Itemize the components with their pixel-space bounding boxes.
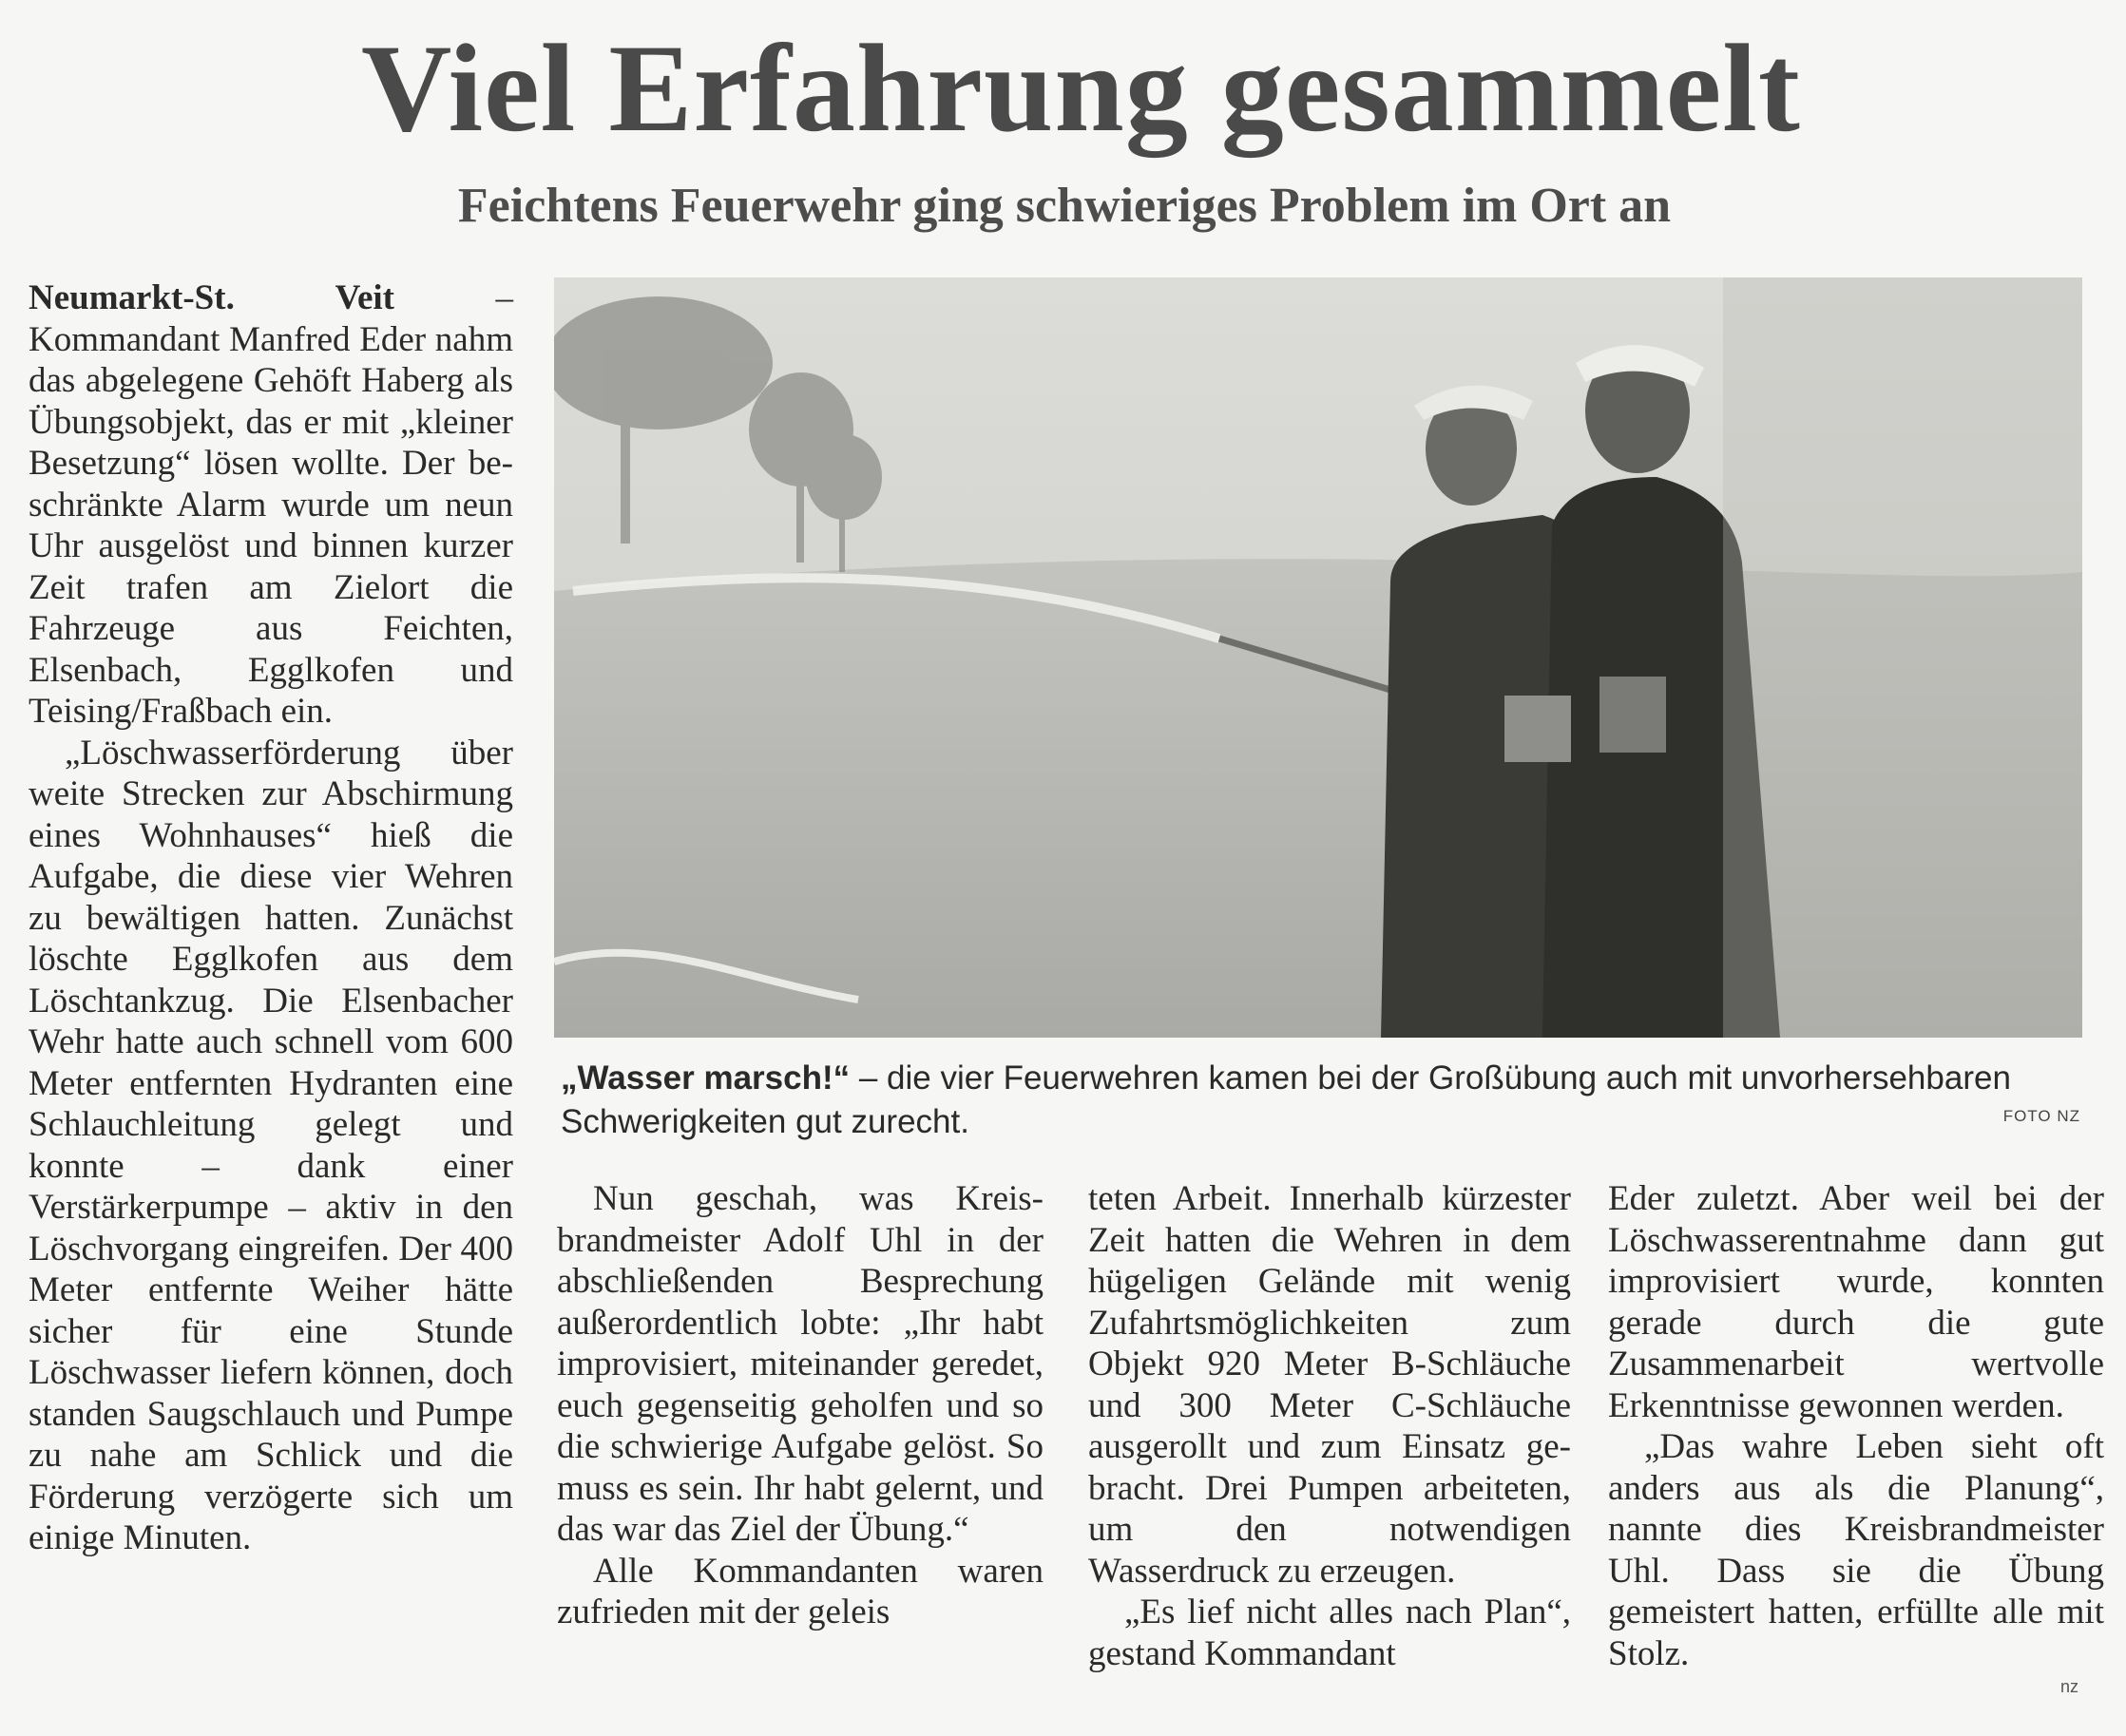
paragraph-5-end: Eder zuletzt. Aber weil bei der Löschwasserentnahme dann gut improvisiert wurde, konnten gerade durch die gute Zusammenarbeit wertvolle Erkenntnisse gewonnen werden. xyxy=(1608,1179,2104,1425)
paragraph-1-text: – Kommandant Manfred Eder nahm das abgelegene Gehöft Haberg als Übungsobjekt, das er mit „kleiner Besetzung“ lösen wollte. Der beschränkte Alarm wurde um neun Uhr ausgelöst und binnen kurzer Zeit trafen am Zielort die Fahrzeuge aus Feichten, Elsenbach, Egglkofen und Teising/Fraßbach ein. xyxy=(29,278,514,731)
caption-text: – die vier Feuerwehren kamen bei der Großübung auch mit unvorhersehbaren Schwerigkeiten gut zurecht. xyxy=(561,1059,2011,1140)
article-column-1 xyxy=(29,277,513,1559)
caption-lead: „Wasser marsch!“ xyxy=(561,1059,851,1097)
firefighters xyxy=(1381,277,2082,1038)
paragraph-1 xyxy=(29,277,513,733)
paragraph-4-end: teten Arbeit. Innerhalb kürzester Zeit hatten die Wehren in dem hügeligen Gelände mit wenig Zufahrtsmöglichkeiten zum Objekt 920 Meter B-Schläuche und 300 Meter C-Schläuche ausgerollt und zum Einsatz gebracht. Drei Pumpen arbeiteten, um den notwendigen Wasserdruck zu erzeugen. xyxy=(1088,1179,1571,1591)
paragraph-6: „Das wahre Leben sieht oft anders aus als die Planung“, nannte dies Kreisbrandmeister Uhl. Dass sie die Übung gemeistert hatten, erfüllte alle mit Stolz. xyxy=(1608,1427,2104,1673)
headline: Viel Erfahrung gesammelt xyxy=(361,18,1801,158)
dateline: Neumarkt-St. Veit xyxy=(29,278,395,317)
paragraph-3: Nun geschah, was Kreisbrandmeister Adolf Uhl in der abschließenden Besprechung außerordentlich lobte: „Ihr habt improvisiert, miteinander geredet, euch gegenseitig geholfen und so die schwierige Aufgabe gelöst. So muss es sein. Ihr habt gelernt, und das war das Ziel der Übung.“ xyxy=(557,1179,1044,1549)
paragraph-4-start: Alle Kommandanten waren zufrieden mit der geleis xyxy=(557,1551,1044,1631)
paragraph-5-start: „Es lief nicht alles nach Plan“, gestand Kommandant xyxy=(1088,1593,1571,1673)
photo-caption xyxy=(561,1057,2081,1144)
article-column-2 xyxy=(557,1178,1044,1633)
article-column-3 xyxy=(1088,1178,1571,1674)
article-photo xyxy=(554,277,2082,1038)
author-signature: nz xyxy=(2060,1677,2079,1696)
article-column-4 xyxy=(1608,1178,2104,1674)
firefighters-photo-illustration xyxy=(554,277,2082,1038)
subheadline: Feichtens Feuerwehr ging schwieriges Problem im Ort an xyxy=(457,179,1672,233)
photo-credit: FOTO NZ xyxy=(2002,1107,2080,1125)
paragraph-2: „Löschwasserförderung über weite Strecken zur Abschirmung eines Wohnhauses“ hieß die Aufgabe, die diese vier Wehren zu bewältigen hatten. Zunächst löschte Egglkofen aus dem Löschtankzug. Die Elsenbacher Wehr hatte auch schnell vom 600 Meter entfernten Hydranten eine Schlauchleitung gelegt und konnte – dank einer Verstärkerpumpe – aktiv in den Löschvorgang eingreifen. Der 400 Meter entfernte Weiher hätte sicher für eine Stunde Löschwasser liefern können, doch standen Saugschlauch und Pumpe zu nahe am Schlick und die Förderung verzögerte sich um einige Minuten. xyxy=(29,733,513,1557)
